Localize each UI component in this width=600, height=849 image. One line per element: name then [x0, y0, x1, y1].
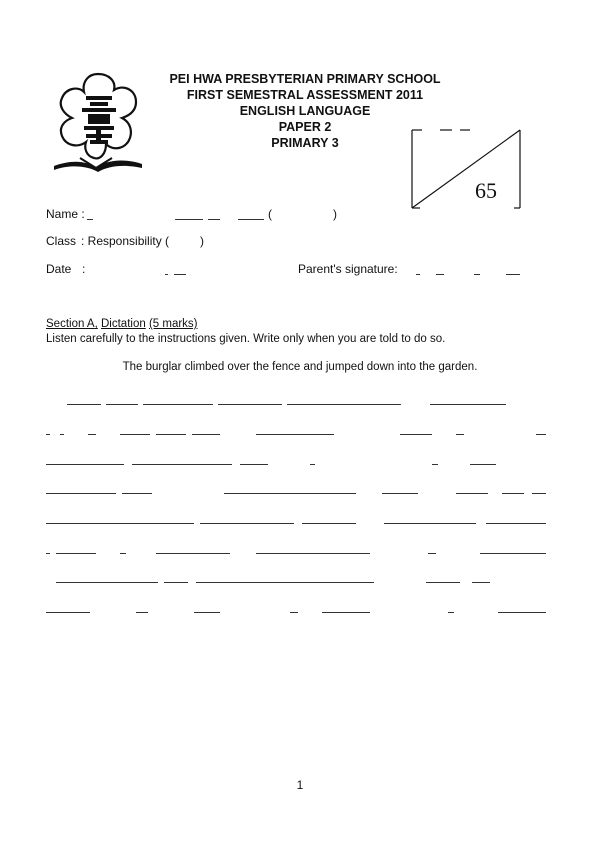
answer-line[interactable]	[218, 404, 282, 405]
answer-line[interactable]	[46, 493, 116, 494]
answer-line[interactable]	[432, 464, 438, 465]
answer-line[interactable]	[430, 404, 506, 405]
answer-line[interactable]	[287, 404, 401, 405]
answer-line[interactable]	[532, 493, 546, 494]
answer-line[interactable]	[164, 582, 188, 583]
subject-title: ENGLISH LANGUAGE	[239, 104, 371, 118]
answer-line[interactable]	[302, 523, 356, 524]
answer-line[interactable]	[46, 553, 50, 554]
answer-line[interactable]	[122, 493, 152, 494]
name-line[interactable]	[208, 219, 220, 220]
answer-line[interactable]	[448, 612, 454, 613]
name-line[interactable]	[238, 219, 264, 220]
school-name: PEI HWA PRESBYTERIAN PRIMARY SCHOOL	[169, 72, 441, 86]
date-label: Date	[46, 262, 72, 276]
date-colon: :	[82, 262, 86, 276]
answer-line[interactable]	[400, 434, 432, 435]
register-number-close: )	[333, 207, 337, 221]
paper-title: PAPER 2	[278, 120, 332, 134]
answer-line[interactable]	[456, 434, 464, 435]
answer-line[interactable]	[256, 553, 370, 554]
answer-line[interactable]	[382, 493, 418, 494]
school-logo	[50, 68, 146, 172]
answer-line[interactable]	[46, 612, 90, 613]
answer-line[interactable]	[456, 493, 488, 494]
answer-line[interactable]	[136, 612, 148, 613]
answer-line[interactable]	[470, 464, 496, 465]
answer-line[interactable]	[384, 523, 476, 524]
section-name: Dictation	[101, 318, 146, 330]
signature-line[interactable]	[474, 274, 480, 275]
page-number: 1	[296, 778, 304, 792]
name-label: Name :	[46, 207, 85, 221]
answer-line[interactable]	[498, 612, 546, 613]
answer-line[interactable]	[536, 434, 546, 435]
total-marks: 65	[475, 178, 497, 203]
class-close: )	[200, 234, 204, 248]
answer-line[interactable]	[224, 493, 356, 494]
answer-line[interactable]	[88, 434, 96, 435]
answer-line[interactable]	[60, 434, 64, 435]
answer-line[interactable]	[143, 404, 213, 405]
answer-line[interactable]	[426, 582, 460, 583]
dictation-sentence: The burglar climbed over the fence and jumped down into the garden.	[122, 361, 478, 373]
answer-line[interactable]	[46, 464, 124, 465]
answer-line[interactable]	[156, 553, 230, 554]
answer-line[interactable]	[480, 553, 546, 554]
answer-line[interactable]	[196, 582, 374, 583]
answer-line[interactable]	[192, 434, 220, 435]
answer-line[interactable]	[156, 434, 186, 435]
score-box	[410, 128, 522, 210]
answer-line[interactable]	[46, 434, 50, 435]
name-line[interactable]	[175, 219, 203, 220]
class-value: : Responsibility (	[81, 234, 170, 248]
signature-line[interactable]	[436, 274, 444, 275]
answer-line[interactable]	[486, 523, 546, 524]
answer-line[interactable]	[240, 464, 268, 465]
signature-line[interactable]	[506, 274, 520, 275]
instructions: Listen carefully to the instructions given. Write only when you are told to do so.	[46, 333, 446, 345]
answer-line[interactable]	[120, 434, 150, 435]
assessment-title: FIRST SEMESTRAL ASSESSMENT 2011	[186, 88, 424, 102]
answer-line[interactable]	[472, 582, 490, 583]
answer-line[interactable]	[67, 404, 101, 405]
answer-line[interactable]	[194, 612, 220, 613]
answer-line[interactable]	[56, 553, 96, 554]
answer-line[interactable]	[56, 582, 158, 583]
class-label: Class	[46, 234, 77, 248]
answer-line[interactable]	[290, 612, 298, 613]
section-marks: (5 marks)	[148, 318, 198, 330]
answer-line[interactable]	[132, 464, 232, 465]
answer-line[interactable]	[256, 434, 334, 435]
answer-line[interactable]	[322, 612, 370, 613]
answer-line[interactable]	[502, 493, 524, 494]
name-line[interactable]	[87, 219, 93, 220]
section-title	[46, 318, 198, 330]
signature-label: Parent's signature:	[298, 262, 398, 276]
section-separator: ,	[94, 318, 98, 330]
level-title: PRIMARY 3	[271, 136, 339, 150]
date-line[interactable]	[174, 274, 186, 275]
answer-line[interactable]	[428, 553, 436, 554]
answer-line[interactable]	[310, 464, 315, 465]
date-line[interactable]	[165, 274, 168, 275]
section-prefix: Section A	[46, 318, 95, 330]
answer-line[interactable]	[106, 404, 138, 405]
signature-line[interactable]	[416, 274, 420, 275]
answer-line[interactable]	[120, 553, 126, 554]
answer-line[interactable]	[200, 523, 294, 524]
register-number-open: (	[268, 207, 272, 221]
answer-line[interactable]	[46, 523, 194, 524]
